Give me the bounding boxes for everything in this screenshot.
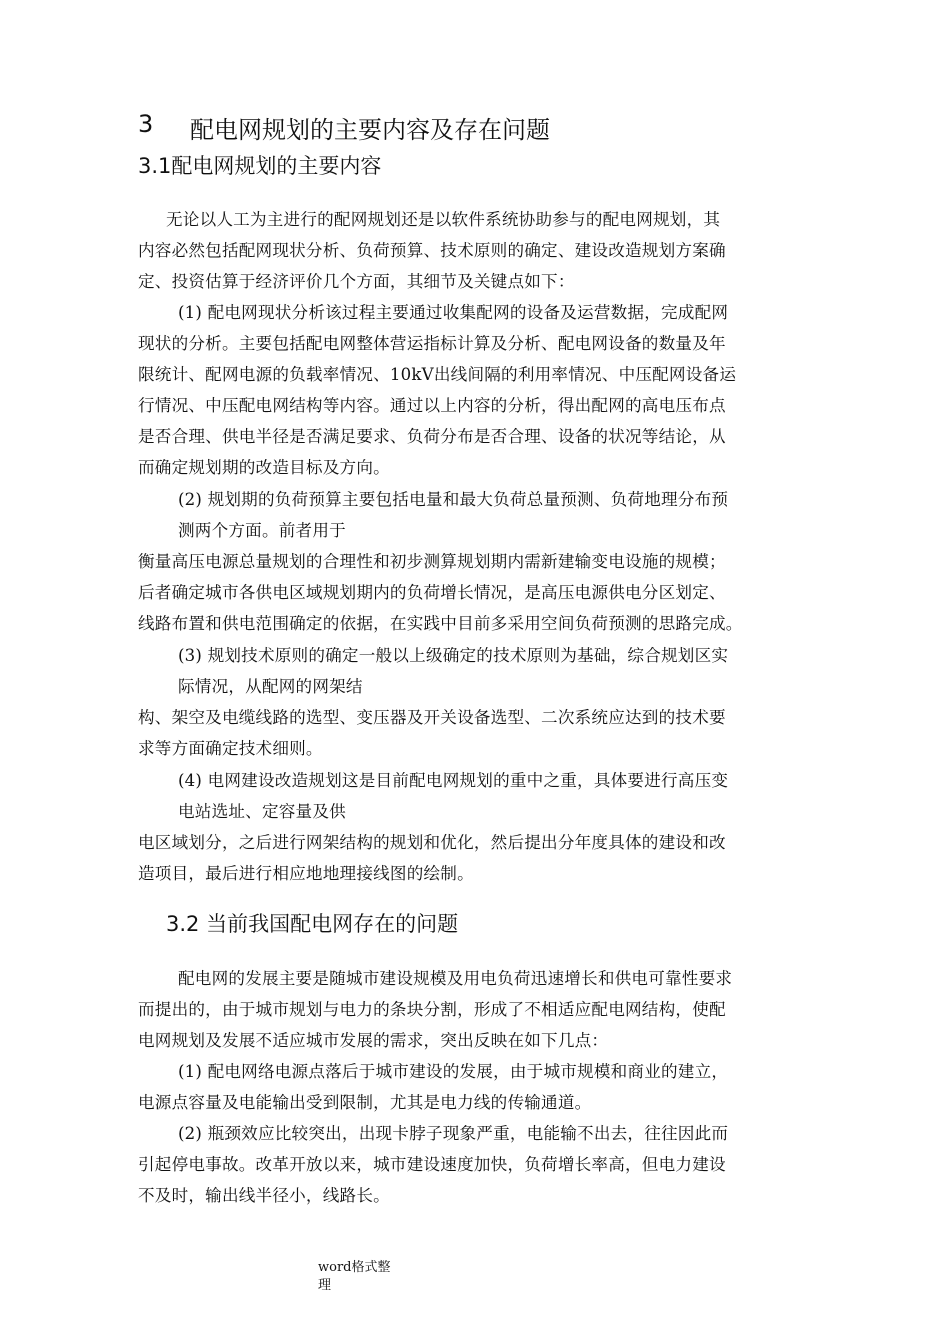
paragraph-line: 无论以人工为主进行的配网规划还是以软件系统协助参与的配电网规划，其 — [166, 210, 721, 229]
paragraph-line: 构、架空及电缆线路的选型、变压器及开关设备选型、二次系统应达到的技术要 — [138, 708, 726, 727]
paragraph-line: 线路布置和供电范围确定的依据，在实践中目前多采用空间负荷预测的思路完成。 — [138, 614, 743, 633]
list-item-line: (1) 配电网现状分析该过程主要通过收集配网的设备及运营数据，完成配网 — [178, 303, 729, 322]
paragraph-line: 求等方面确定技术细则。 — [138, 739, 323, 758]
paragraph-line: 衡量高压电源总量规划的合理性和初步测算规划期内需新建输变电设施的规模； — [138, 552, 726, 571]
footer-text: 理 — [318, 1278, 332, 1293]
list-item-line: (2) 瓶颈效应比较突出，出现卡脖子现象严重，电能输不出去，往往因此而 — [178, 1124, 729, 1143]
list-item-line: (4) 电网建设改造规划这是目前配电网规划的重中之重，具体要进行高压变 — [178, 771, 729, 790]
paragraph-line: 现状的分析。主要包括配电网整体营运指标计算及分析、配电网设备的数量及年 — [138, 334, 726, 353]
paragraph-line: 而确定规划期的改造目标及方向。 — [138, 458, 390, 477]
paragraph-line: 电区域划分，之后进行网架结构的规划和优化，然后提出分年度具体的建设和改 — [138, 833, 726, 852]
list-item-line: (3) 规划技术原则的确定一般以上级确定的技术原则为基础，综合规划区实 — [178, 646, 729, 665]
paragraph-line: 电源点容量及电能输出受到限制，尤其是电力线的传输通道。 — [138, 1093, 592, 1112]
list-item-line: 际情况，从配网的网架结 — [178, 677, 363, 696]
list-item-line: (2) 规划期的负荷预算主要包括电量和最大负荷总量预测、负荷地理分布预 — [178, 490, 729, 509]
paragraph-line: 行情况、中压配电网结构等内容。通过以上内容的分析，得出配网的高电压布点 — [138, 396, 726, 415]
paragraph-line: 定、投资估算于经济评价几个方面，其细节及关键点如下： — [138, 272, 575, 291]
list-item-line: (1) 配电网络电源点落后于城市建设的发展，由于城市规模和商业的建立， — [178, 1062, 729, 1081]
paragraph-line: 而提出的，由于城市规划与电力的条块分割，形成了不相适应配电网结构，使配 — [138, 1000, 726, 1019]
paragraph-line: 配电网的发展主要是随城市建设规模及用电负荷迅速增长和供电可靠性要求 — [178, 969, 733, 988]
paragraph-line: 是否合理、供电半径是否满足要求、负荷分布是否合理、设备的状况等结论，从 — [138, 427, 726, 446]
paragraph-line: 造项目，最后进行相应地地理接线图的绘制。 — [138, 864, 474, 883]
paragraph-line: 不及时，输出线半径小，线路长。 — [138, 1186, 390, 1205]
paragraph-line: 电网规划及发展不适应城市发展的需求，突出反映在如下几点： — [138, 1031, 609, 1050]
chapter-number: 3 — [138, 110, 154, 138]
list-item-line: 电站选址、定容量及供 — [178, 802, 346, 821]
paragraph-line: 限统计、配网电源的负载率情况、10kV出线间隔的利用率情况、中压配网设备运 — [138, 365, 737, 384]
section-heading-3-1: 3.1配电网规划的主要内容 — [138, 154, 382, 178]
paragraph-line: 内容必然包括配网现状分析、负荷预算、技术原则的确定、建设改造规划方案确 — [138, 241, 726, 260]
list-item-line: 测两个方面。前者用于 — [178, 521, 346, 540]
section-heading-3-2: 3.2 当前我国配电网存在的问题 — [166, 912, 459, 936]
footer-text: word格式整 — [318, 1260, 391, 1275]
paragraph-line: 引起停电事故。改革开放以来，城市建设速度加快，负荷增长率高，但电力建设 — [138, 1155, 726, 1174]
paragraph-line: 后者确定城市各供电区域规划期内的负荷增长情况，是高压电源供电分区划定、 — [138, 583, 726, 602]
chapter-title: 配电网规划的主要内容及存在问题 — [190, 116, 550, 144]
